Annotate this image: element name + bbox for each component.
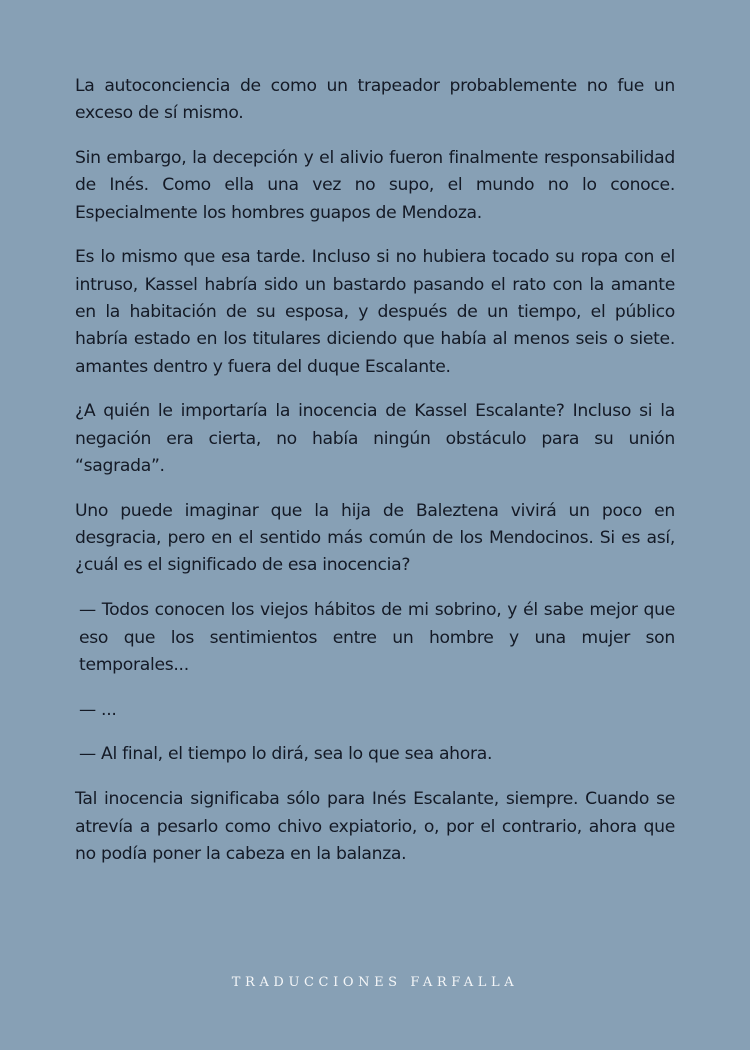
footer-watermark: TRADUCCIONES FARFALLA — [231, 975, 519, 990]
dialog-line-1: — Todos conocen los viejos hábitos de mi sobrino, y él sabe mejor que eso que los sentimientos entre un hombre y una mujer son temporales... — [79, 600, 675, 675]
paragraph-6: Tal inocencia significaba sólo para Inés Escalante, siempre. Cuando se atrevía a pesarlo como chivo expiatorio, o, por el contrario, ahora que no podía poner la cabeza en la balanza. — [75, 789, 675, 864]
paragraph-4: ¿A quién le importaría la inocencia de Kassel Escalante? Incluso si la negación era cierta, no había ningún obstáculo para su unión “sagrada”. — [75, 401, 675, 477]
paragraph-3: Es lo mismo que esa tarde. Incluso si no hubiera tocado su ropa con el intruso, Kassel habría sido un bastardo pasando el rato con la amante en la habitación de su esposa, y después de un tiempo, el público habría estado en los titulares diciendo que había al menos seis o siete. amantes dentro y fuera del duque Escalante. — [75, 247, 675, 377]
paragraph-1: La autoconciencia de como un trapeador probablemente no fue un exceso de sí mismo. — [75, 76, 675, 124]
paragraph-5: Uno puede imaginar que la hija de Baleztena vivirá un poco en desgracia, pero en el sentido más común de los Mendocinos. Si es así, ¿cuál es el significado de esa inocencia? — [75, 500, 675, 576]
page-body — [75, 73, 675, 886]
dialog-line-2: — ... — [79, 699, 117, 720]
dialog-line-3: — Al final, el tiempo lo dirá, sea lo que sea ahora. — [79, 744, 493, 765]
paragraph-2: Sin embargo, la decepción y el alivio fueron finalmente responsabilidad de Inés. Como ella una vez no supo, el mundo no lo conoce. Especialmente los hombres guapos de Mendoza. — [75, 148, 675, 223]
